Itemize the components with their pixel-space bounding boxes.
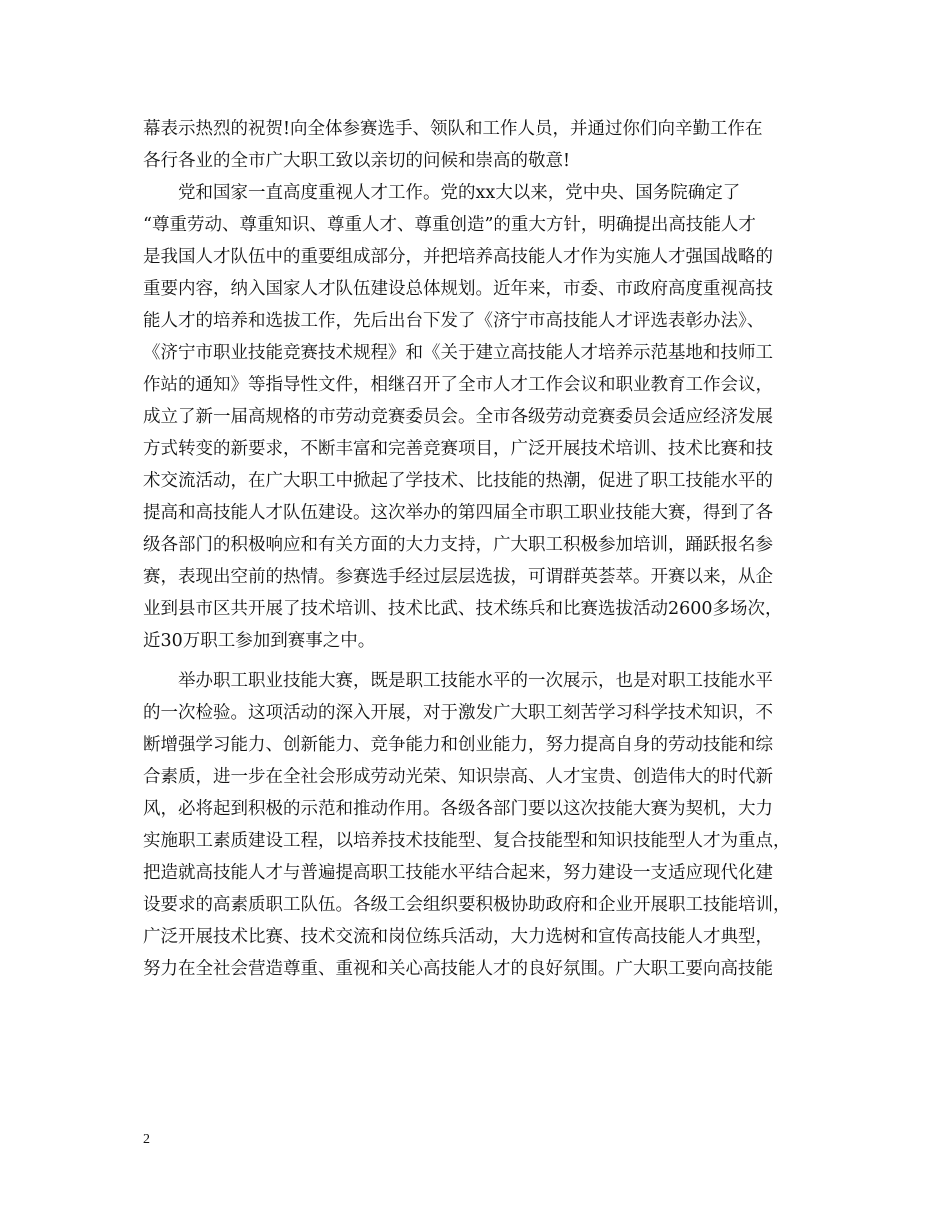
text-line: 《济宁市职业技能竞赛技术规程》和《关于建立高技能人才培养示范基地和技师工	[143, 343, 773, 363]
text-line: 广泛开展技术比赛、技术交流和岗位练兵活动，大力选树和宣传高技能人才典型，	[143, 927, 773, 947]
text-line: 举办职工职业技能大赛，既是职工技能水平的一次展示，也是对职工技能水平	[143, 671, 773, 691]
text-line: 业到县市区共开展了技术培训、技术比武、技术练兵和比赛选拔活动2600多场次，	[143, 599, 783, 619]
text-line: 幕表示热烈的祝贺!向全体参赛选手、领队和工作人员，并通过你们向辛勤工作在	[143, 119, 763, 139]
text-line: 设要求的高素质职工队伍。各级工会组织要积极协助政府和企业开展职工技能培训，	[143, 895, 791, 915]
body-text	[143, 113, 833, 985]
text-line: 能人才的培养和选拔工作，先后出台下发了《济宁市高技能人才评选表彰办法》、	[143, 311, 765, 331]
text-line: 是我国人才队伍中的重要组成部分，并把培养高技能人才作为实施人才强国战略的	[143, 247, 773, 267]
text-line: 近30万职工参加到赛事之中。	[143, 631, 376, 651]
text-line: 的一次检验。这项活动的深入开展，对于激发广大职工刻苦学习科学技术知识，不	[143, 703, 773, 723]
text-line: 成立了新一届高规格的市劳动竞赛委员会。全市各级劳动竞赛委员会适应经济发展	[143, 407, 773, 427]
text-line: 重要内容，纳入国家人才队伍建设总体规划。近年来，市委、市政府高度重视高技	[143, 279, 773, 299]
text-line: 断增强学习能力、创新能力、竞争能力和创业能力，努力提高自身的劳动技能和综	[143, 735, 773, 755]
text-line: 赛，表现出空前的热情。参赛选手经过层层选拔，可谓群英荟萃。开赛以来，从企	[143, 567, 773, 587]
text-line: 提高和高技能人才队伍建设。这次举办的第四届全市职工职业技能大赛，得到了各	[143, 503, 773, 523]
text-line: 各行各业的全市广大职工致以亲切的问候和崇高的敬意!	[143, 151, 571, 171]
paragraph-1	[143, 113, 833, 177]
text-line: 实施职工素质建设工程，以培养技术技能型、复合技能型和知识技能型人才为重点，	[143, 831, 791, 851]
text-line: 级各部门的积极响应和有关方面的大力支持，广大职工积极参加培训，踊跃报名参	[143, 535, 773, 555]
page-number: 2	[143, 1132, 150, 1147]
text-line: “尊重劳动、尊重知识、尊重人才、尊重创造”的重大方针，明确提出高技能人才	[143, 215, 756, 235]
text-line: 风，必将起到积极的示范和推动作用。各级各部门要以这次技能大赛为契机，大力	[143, 799, 773, 819]
text-line: 术交流活动，在广大职工中掀起了学技术、比技能的热潮，促进了职工技能水平的	[143, 471, 773, 491]
text-line: 努力在全社会营造尊重、重视和关心高技能人才的良好氛围。广大职工要向高技能	[143, 959, 773, 979]
text-line: 党和国家一直高度重视人才工作。党的xx大以来，党中央、国务院确定了	[143, 183, 741, 203]
text-line: 把造就高技能人才与普遍提高职工技能水平结合起来，努力建设一支适应现代化建	[143, 863, 773, 883]
paragraph-spacer	[143, 657, 833, 665]
text-line: 合素质，进一步在全社会形成劳动光荣、知识崇高、人才宝贵、创造伟大的时代新	[143, 767, 773, 787]
text-line: 作站的通知》等指导性文件，相继召开了全市人才工作会议和职业教育工作会议，	[143, 375, 773, 395]
text-line: 方式转变的新要求，不断丰富和完善竞赛项目，广泛开展技术培训、技术比赛和技	[143, 439, 773, 459]
paragraph-3	[143, 665, 833, 985]
paragraph-2	[143, 177, 833, 657]
